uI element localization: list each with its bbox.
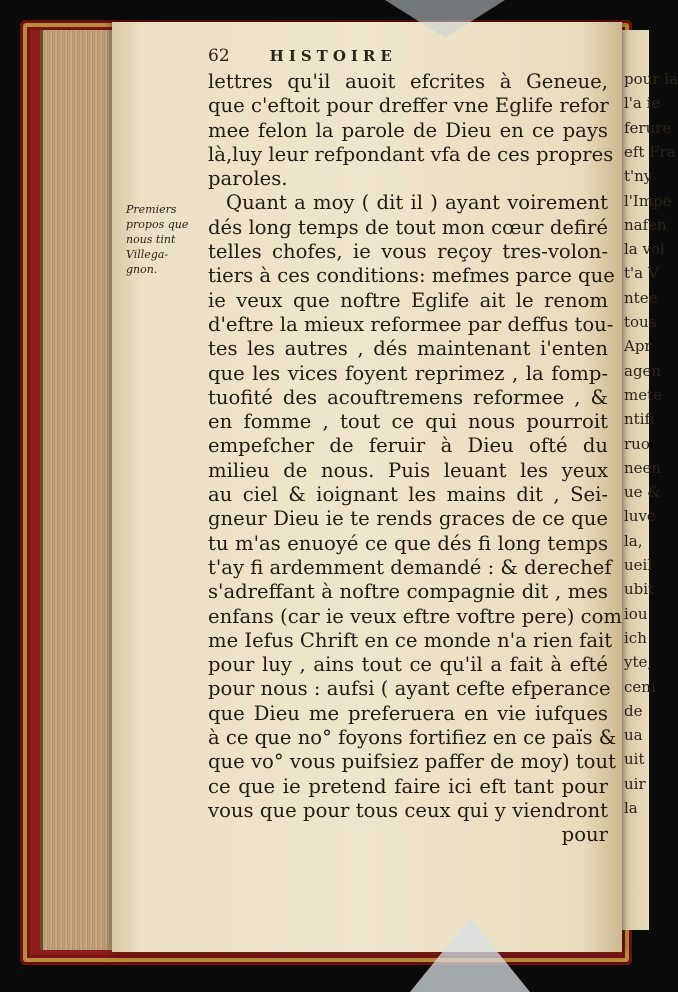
text-line: que c'eftoit pour dreffer vne Eglife refor (208, 94, 609, 118)
photo-corner-bottom (410, 918, 530, 992)
facing-page-fragment: ceni (624, 677, 656, 696)
text-line: ie veux que noftre Eglife ait le renom (208, 288, 608, 312)
text-line: là,luy leur refpondant vfa de ces propres (208, 142, 614, 166)
text-line: à ce que no° foyons fortifiez en ce païs & (208, 726, 617, 750)
text-line: lettres qu'il auoit efcrites à Geneue, (208, 70, 608, 93)
text-line: que les vices foyent reprimez , la fomp- (208, 361, 608, 385)
book-page (112, 22, 622, 952)
text-line: ce que ie pretend faire ici eft tant pour (208, 774, 608, 798)
photo-corner-top (385, 0, 505, 38)
facing-page-fragment: l'Impe (624, 191, 672, 210)
running-head: HISTOIRE (269, 47, 397, 65)
text-line: telles chofes, ie vous reçoy tres-volon- (208, 240, 608, 264)
facing-page-fragment: luve (624, 507, 656, 526)
facing-page-fragment: agen (624, 361, 662, 380)
facing-page-fragment: yte, (624, 653, 653, 672)
facing-page-fragment: l'a ie (624, 94, 661, 113)
text-line: tu m'as enuoyé ce que dés fi long temps (208, 531, 608, 555)
text-line: s'adreffant à noftre compagnie dit , mes (208, 580, 608, 604)
facing-page-fragment: la vol (624, 240, 665, 259)
facing-page-fragment: la (624, 799, 638, 817)
text-line: que vo° vous puifsiez paffer de moy) tout (208, 750, 616, 774)
facing-page-fragment: eft Fra (624, 142, 676, 161)
page-header (208, 46, 397, 66)
text-line: dés long temps de tout mon cœur defiré (208, 215, 608, 239)
facing-page-fragment: uir (624, 774, 646, 793)
page-number: 62 (208, 46, 230, 66)
facing-page-fragment: uit (624, 750, 645, 769)
facing-page-fragment: ubit (624, 580, 655, 599)
facing-page-fragment: mete (624, 385, 663, 404)
facing-page-fragment: la, (624, 531, 643, 550)
text-line: paroles. (208, 167, 288, 191)
text-line: pour nous : aufsi ( ayant cefte efperance (208, 677, 611, 701)
text-line: milieu de nous. Puis leuant les yeux (208, 458, 608, 482)
margin-note-line: gnon. (126, 263, 158, 276)
text-line: empefcher de feruir à Dieu ofté du (208, 434, 608, 458)
facing-page-fragment: nafen (624, 215, 667, 234)
text-line: mee felon la parole de Dieu en ce pays (208, 118, 608, 142)
text-line: gneur Dieu ie te rends graces de ce que (208, 507, 608, 531)
facing-page-fragment: neen (624, 458, 662, 477)
facing-page-fragment: ntifi (624, 410, 655, 429)
facing-page-fragment: pour la (624, 70, 678, 88)
margin-note-line: nous tint (126, 233, 176, 246)
margin-note-line: Premiers (126, 203, 177, 216)
text-line: vous que pour tous ceux qui y viendront (208, 798, 608, 822)
catchword: pour (561, 823, 608, 847)
margin-note-line: Villega- (126, 248, 169, 261)
text-line: en fomme , tout ce qui nous pourroit (208, 410, 608, 434)
text-line: au ciel & ioignant les mains dit , Sei- (208, 483, 608, 507)
facing-page-fragment: ich (624, 628, 647, 647)
facing-page-fragment: ueil (624, 556, 653, 574)
facing-page-fragment: ua (624, 726, 643, 745)
page-edges (40, 30, 123, 950)
text-line: enfans (car ie veux eftre voftre pere) com (208, 604, 623, 628)
text-line: tuofité des acouftremens reformee , & (208, 385, 608, 409)
facing-page-fragment: tous (624, 313, 657, 331)
margin-note (126, 202, 202, 277)
facing-page-fragment: de (624, 701, 643, 720)
facing-page-fragment: ruo (624, 434, 650, 453)
facing-page-fragment: ue & (624, 483, 661, 502)
text-line: tes les autres , dés maintenant i'enten (208, 337, 608, 361)
facing-page-fragment: iou (624, 604, 648, 623)
facing-page (622, 30, 678, 930)
text-line: pour luy , ains tout ce qu'il a fait à efté (208, 653, 608, 677)
text-line: Quant a moy ( dit il ) ayant voirement (226, 191, 608, 215)
facing-page-fragment: Apr (624, 337, 652, 356)
text-line: tiers à ces conditions: mefmes parce que (208, 264, 615, 288)
text-line: me Iefus Chrift en ce monde n'a rien fait (208, 628, 613, 652)
facing-page-fragment: ferure (624, 118, 672, 137)
body-text (208, 70, 623, 848)
margin-note-line: propos que (126, 218, 189, 231)
text-line: t'ay fi ardemment demandé : & derechef (208, 555, 612, 579)
facing-page-fragment: t'a V (624, 264, 659, 283)
text-line: que Dieu me preferuera en vie iufques (208, 701, 608, 725)
facing-page-fragment: t'ny (624, 167, 653, 186)
text-line: d'eftre la mieux reformee par deffus tou- (208, 312, 614, 336)
facing-page-fragment: ntee (624, 288, 658, 307)
